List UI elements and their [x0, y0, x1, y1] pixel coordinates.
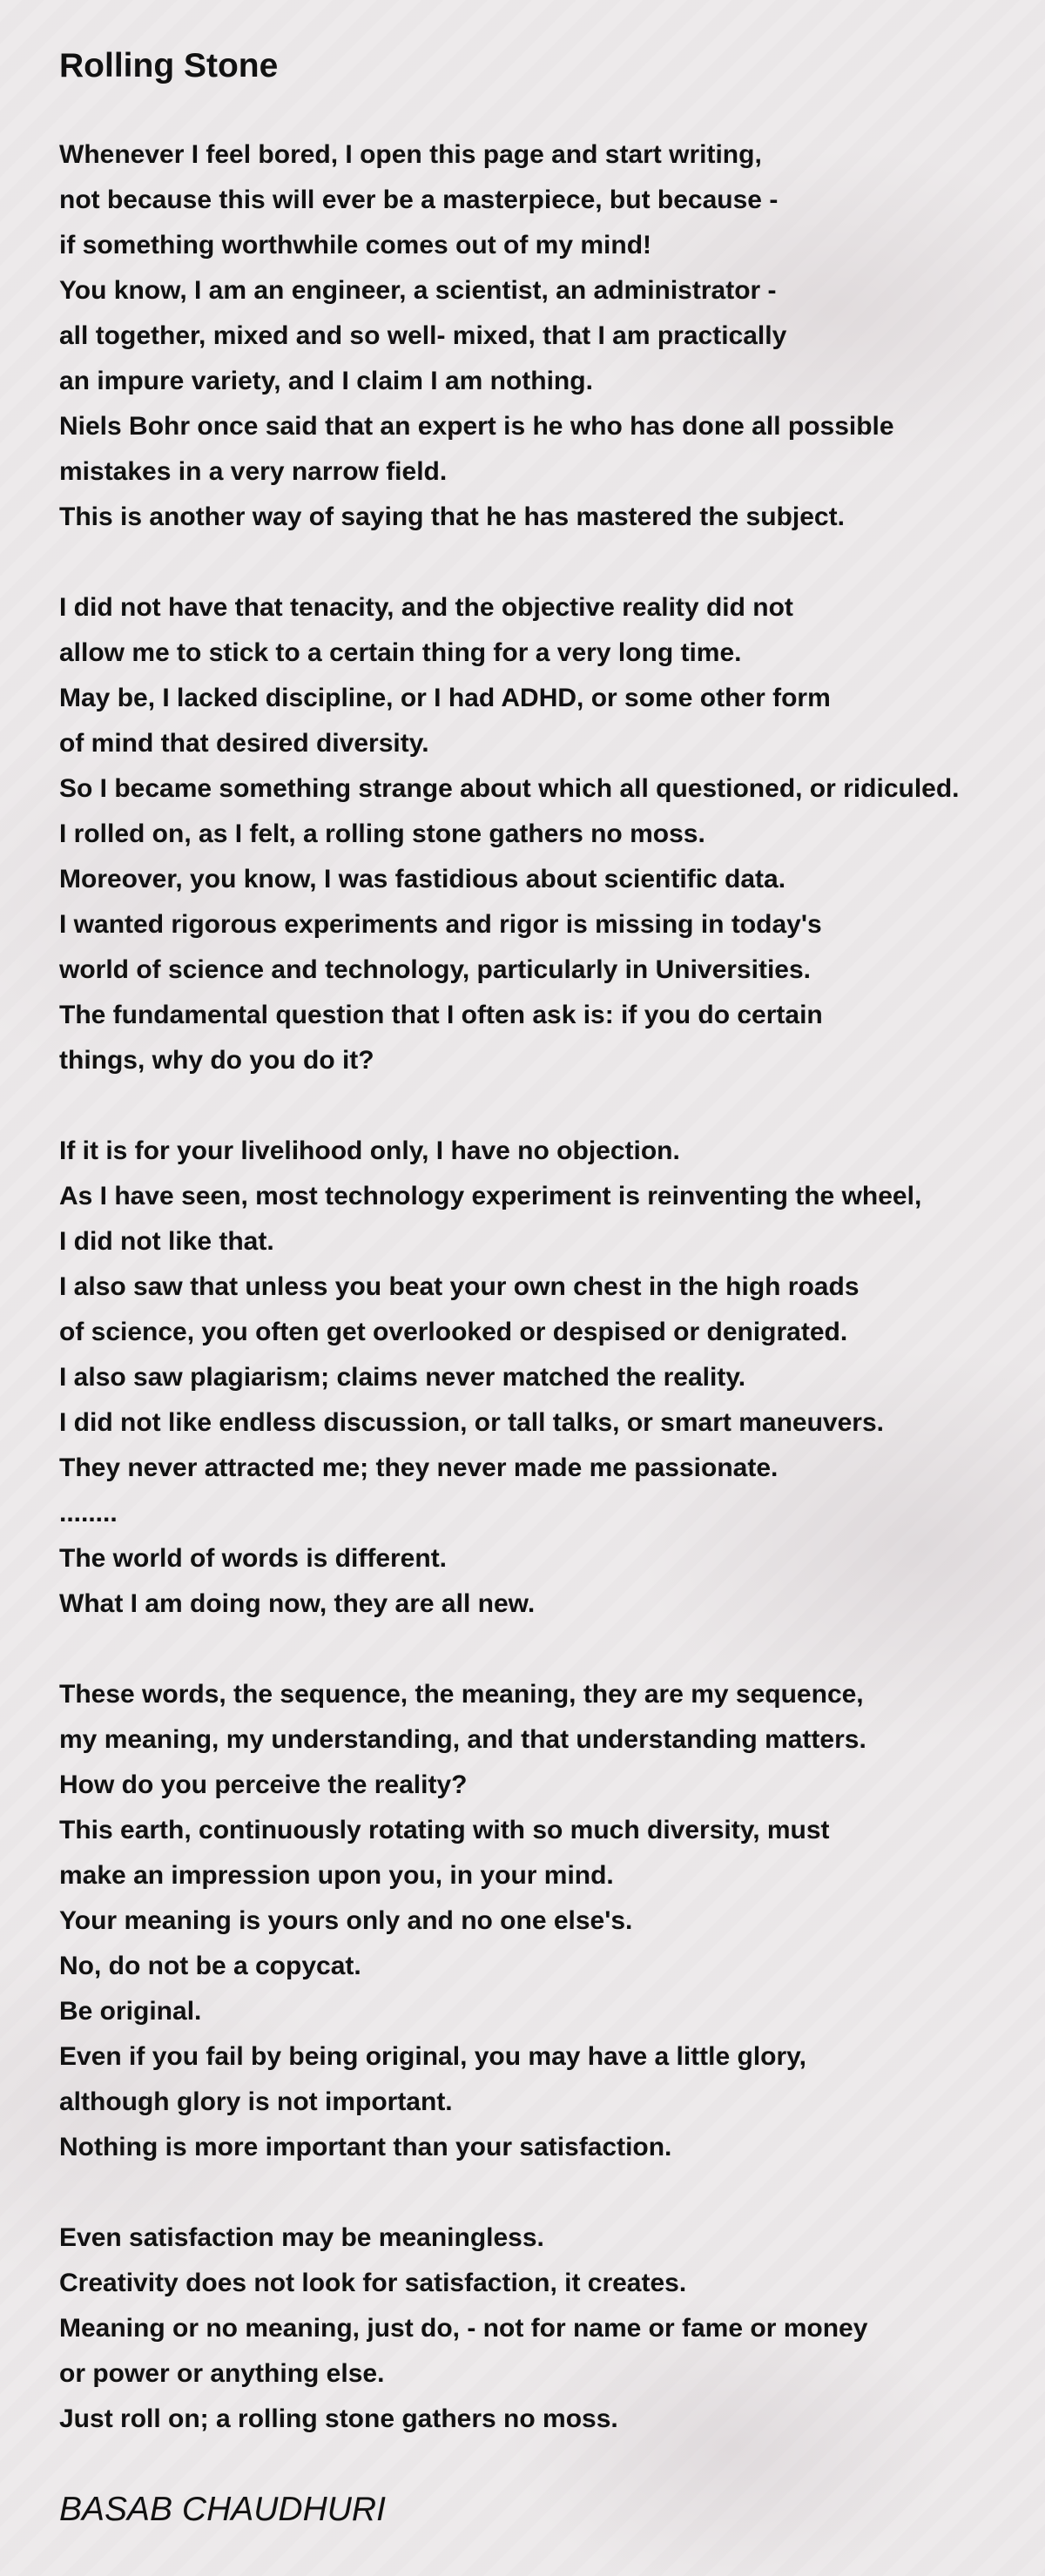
poem-line: mistakes in a very narrow field. — [59, 457, 448, 486]
poem-line: not because this will ever be a masterpiece, but because - — [59, 185, 779, 214]
poem-line: of mind that desired diversity. — [59, 729, 429, 758]
poem-line: things, why do you do it? — [59, 1046, 374, 1075]
poem-line: I did not have that tenacity, and the objective reality did not — [59, 593, 793, 622]
poem-line: Creativity does not look for satisfaction, it creates. — [59, 2269, 687, 2297]
poem-line: I also saw plagiarism; claims never matched the reality. — [59, 1363, 746, 1392]
poem-body — [59, 132, 1026, 2442]
poem-line: I did not like that. — [59, 1227, 274, 1256]
poem-line: Be original. — [59, 1997, 202, 2026]
poem-line: As I have seen, most technology experiment is reinventing the wheel, — [59, 1182, 922, 1210]
poem-title: Rolling Stone — [59, 47, 279, 84]
poem-line: make an impression upon you, in your mind. — [59, 1861, 614, 1890]
poem-line: of science, you often get overlooked or despised or denigrated. — [59, 1318, 848, 1346]
poem-line: or power or anything else. — [59, 2359, 385, 2388]
poem-author: BASAB CHAUDHURI — [59, 2491, 386, 2528]
poem-stanza — [59, 585, 1026, 1083]
poem-line: The fundamental question that I often ask is: if you do certain — [59, 1001, 823, 1029]
poem-line: Just roll on; a rolling stone gathers no moss. — [59, 2404, 618, 2433]
poem-line: Nothing is more important than your satisfaction. — [59, 2133, 672, 2161]
poem-line: So I became something strange about which all questioned, or ridiculed. — [59, 774, 960, 803]
poem-line: ........ — [59, 1499, 118, 1527]
poem-line: Niels Bohr once said that an expert is he who has done all possible — [59, 412, 894, 441]
poem-line: world of science and technology, particularly in Universities. — [59, 955, 811, 984]
poem-line: Even if you fail by being original, you may have a little glory, — [59, 2042, 806, 2071]
poem-stanza — [59, 1672, 1026, 2170]
poem-line: No, do not be a copycat. — [59, 1952, 361, 1980]
poem-line: This earth, continuously rotating with so much diversity, must — [59, 1816, 830, 1844]
poem-line: Your meaning is yours only and no one else's. — [59, 1906, 633, 1935]
poem-line: all together, mixed and so well- mixed, that I am practically — [59, 321, 787, 350]
poem-line: I also saw that unless you beat your own chest in the high roads — [59, 1272, 860, 1301]
poem-line: May be, I lacked discipline, or I had ADHD, or some other form — [59, 684, 831, 712]
poem-line: allow me to stick to a certain thing for a very long time. — [59, 638, 742, 667]
poem-page — [59, 45, 1026, 2442]
poem-line: They never attracted me; they never made me passionate. — [59, 1453, 779, 1482]
poem-line: although glory is not important. — [59, 2087, 453, 2116]
poem-line: I did not like endless discussion, or tall talks, or smart maneuvers. — [59, 1408, 884, 1437]
poem-line: Even satisfaction may be meaningless. — [59, 2223, 544, 2252]
poem-line: an impure variety, and I claim I am nothing. — [59, 367, 593, 395]
poem-line: Meaning or no meaning, just do, - not for name or fame or money — [59, 2314, 868, 2343]
poem-line: if something worthwhile comes out of my mind! — [59, 231, 652, 260]
poem-line: I wanted rigorous experiments and rigor is missing in today's — [59, 910, 822, 939]
poem-line: I rolled on, as I felt, a rolling stone gathers no moss. — [59, 819, 705, 848]
poem-line: Moreover, you know, I was fastidious about scientific data. — [59, 865, 786, 894]
poem-stanza — [59, 1129, 1026, 1627]
poem-line: What I am doing now, they are all new. — [59, 1589, 536, 1618]
poem-line: The world of words is different. — [59, 1544, 448, 1573]
poem-stanza — [59, 2215, 1026, 2442]
poem-line: If it is for your livelihood only, I have no objection. — [59, 1136, 680, 1165]
poem-line: These words, the sequence, the meaning, they are my sequence, — [59, 1680, 864, 1709]
poem-stanza — [59, 132, 1026, 540]
poem-line: How do you perceive the reality? — [59, 1770, 468, 1799]
poem-line: You know, I am an engineer, a scientist, an administrator - — [59, 276, 777, 305]
poem-line: my meaning, my understanding, and that understanding matters. — [59, 1725, 866, 1754]
poem-line: This is another way of saying that he has mastered the subject. — [59, 502, 845, 531]
poem-line: Whenever I feel bored, I open this page and start writing, — [59, 140, 762, 169]
